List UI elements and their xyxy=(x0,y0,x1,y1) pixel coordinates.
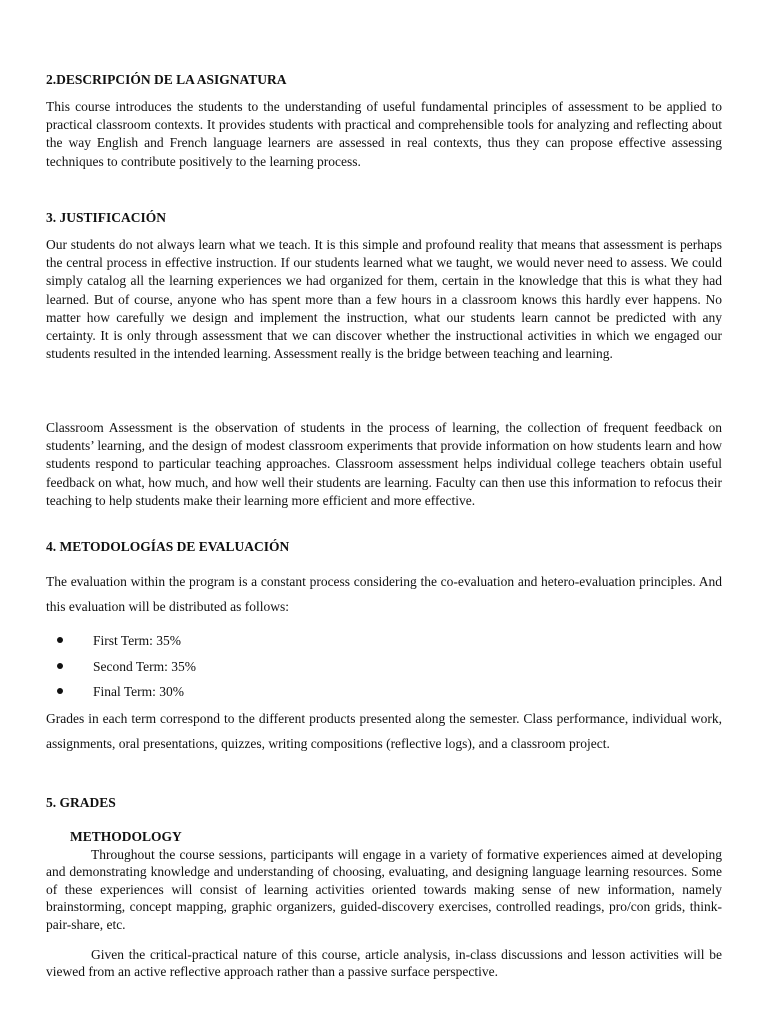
paragraph-evaluation-intro: The evaluation within the program is a constant process considering the co-evaluation and hetero-evaluation principles. And this evaluation will be distributed as follows: xyxy=(46,574,722,614)
paragraph-methodology-2: Given the critical-practical nature of this course, article analysis, in-class discussions and lesson activities will be viewed from an active reflective approach rather than a passive surface perspective. xyxy=(46,947,722,980)
list-item-first-term: First Term: 35% xyxy=(46,628,722,654)
paragraph-grades-products: Grades in each term correspond to the different products presented along the semester. Class performance, individual work, assignments, oral presentations, quizzes, writing compositions (reflective logs), and a classroom project. xyxy=(46,711,722,751)
heading-grades: 5. GRADES xyxy=(46,795,116,810)
terms-list xyxy=(46,628,722,705)
paragraph-descripcion: This course introduces the students to the understanding of useful fundamental principles of assessment to be applied to practical classroom contexts. It provides students with practical and comprehensible tools for analyzing and reflecting about the way English and French language learners are assessed in real contexts, thus they can propose effective assessing techniques to contribute positively to the learning process. xyxy=(46,99,722,169)
grades-text-block xyxy=(46,706,722,756)
evaluation-intro-block xyxy=(46,569,722,619)
bullet-icon xyxy=(57,688,63,694)
paragraph-justificacion-2: Classroom Assessment is the observation of students in the process of learning, the collection of frequent feedback on students’ learning, and the design of modest classroom experiments that provide information on how students learn and how students respond to particular teaching approaches. Classroom assessment helps individual college teachers obtain useful feedback on what, how much, and how well their students are learning. Faculty can then use this information to refocus their teaching to help students make their learning more efficient and more effective. xyxy=(46,420,722,508)
subheading-methodology: METHODOLOGY xyxy=(70,829,182,844)
heading-metodologias: 4. METODOLOGÍAS DE EVALUACIÓN xyxy=(46,539,290,554)
methodology-block xyxy=(46,846,722,933)
paragraph-justificacion-1: Our students do not always learn what we teach. It is this simple and profound reality that means that assessment is perhaps the central process in effective instruction. If our students learned what we taught, we would never need to assess. We could simply catalog all the learning experiences we had organized for them, certain in the knowledge that this is what they had learned. But of course, anyone who has spent more than a few hours in a classroom knows this hardly ever happens. No matter how carefully we design and implement the instruction, what our students learn cannot be predicted with any certainty. It is only through assessment that we can discover whether the instructional activities in which we engaged our students resulted in the intended learning. Assessment really is the bridge between teaching and learning. xyxy=(46,237,722,362)
list-item-final-term: Final Term: 30% xyxy=(46,679,722,705)
bullet-icon xyxy=(57,663,63,669)
heading-justificacion: 3. JUSTIFICACIÓN xyxy=(46,210,167,225)
list-item-second-term: Second Term: 35% xyxy=(46,654,722,680)
paragraph-methodology-1: Throughout the course sessions, participants will engage in a variety of formative experiences aimed at developing and demonstrating knowledge and understanding of choosing, evaluating, and designing language learning resources. Some of these experiences will consist of learning activities oriented towards making sense of new information, namely brainstorming, concept mapping, graphic organizers, guided-discovery exercises, controlled readings, pro/con grids, think-pair-share, etc. xyxy=(46,847,722,932)
heading-descripcion: 2.DESCRIPCIÓN DE LA ASIGNATURA xyxy=(46,72,287,87)
bullet-icon xyxy=(57,637,63,643)
methodology-block-2 xyxy=(46,946,722,981)
